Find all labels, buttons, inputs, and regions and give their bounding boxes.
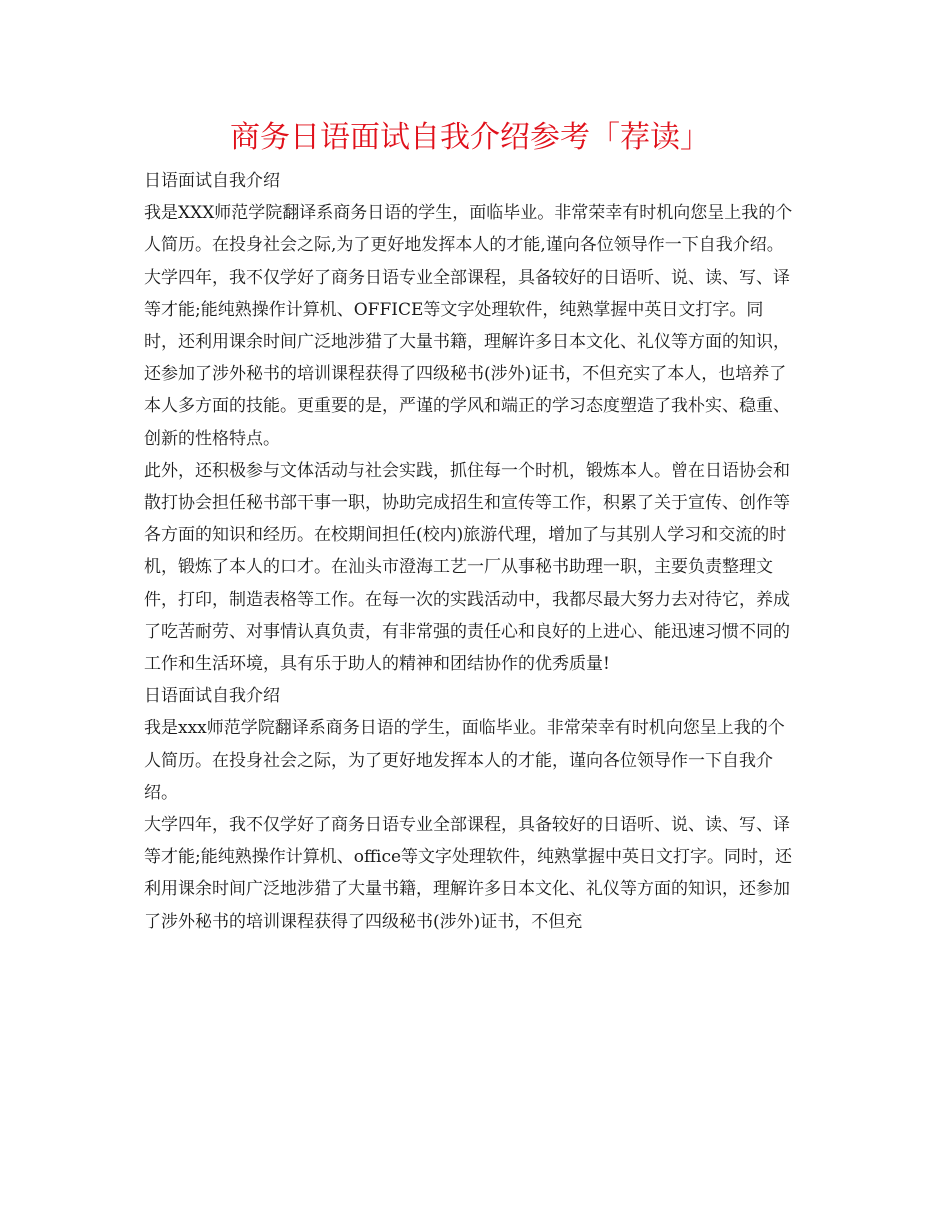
document-title: 商务日语面试自我介绍参考「荐读」 [230, 120, 710, 155]
paragraph: 我是xxx师范学院翻译系商务日语的学生，面临毕业。非常荣幸有时机向您呈上我的个人简历。在投身社会之际，为了更好地发挥本人的才能，谨向各位领导作一下自我介绍。 [144, 718, 785, 803]
section-heading: 日语面试自我介绍 [144, 171, 280, 191]
paragraph: 大学四年，我不仅学好了商务日语专业全部课程，具备较好的日语听、说、读、写、译等才能;能纯熟操作计算机、OFFICE等文字处理软件，纯熟掌握中英日文打字。同时，还利用课余时间广泛地涉猎了大量书籍，理解许多日本文化、礼仪等方面的知识，还参加了涉外秘书的培训课程获得了四级秘书(涉外)证书，不但充实了本人，也培养了本人多方面的技能。更重要的是，严谨的学风和端正的学习态度塑造了我朴实、稳重、创新的性格特点。 [144, 267, 790, 449]
paragraph: 此外，还积极参与文体活动与社会实践，抓住每一个时机，锻炼本人。曾在日语协会和散打协会担任秘书部干事一职，协助完成招生和宣传等工作，积累了关于宣传、创作等各方面的知识和经历。在校期间担任(校内)旅游代理，增加了与其别人学习和交流的时机，锻炼了本人的口才。在汕头市澄海工艺一厂从事秘书助理一职，主要负责整理文件，打印，制造表格等工作。在每一次的实践活动中，我都尽最大努力去对待它，养成了吃苦耐劳、对事情认真负责，有非常强的责任心和良好的上进心、能迅速习惯不同的工作和生活环境，具有乐于助人的精神和团结协作的优秀质量! [144, 460, 790, 675]
section-heading: 日语面试自我介绍 [144, 686, 280, 707]
paragraph: 大学四年，我不仅学好了商务日语专业全部课程，具备较好的日语听、说、读、写、译等才能;能纯熟操作计算机、office等文字处理软件，纯熟掌握中英日文打字。同时，还利用课余时间广泛地涉猎了大量书籍，理解许多日本文化、礼仪等方面的知识，还参加了涉外秘书的培训课程获得了四级秘书(涉外)证书，不但充 [144, 815, 793, 932]
paragraph: 我是XXX师范学院翻译系商务日语的学生，面临毕业。非常荣幸有时机向您呈上我的个人简历。在投身社会之际,为了更好地发挥本人的才能,谨向各位领导作一下自我介绍。 [144, 203, 793, 256]
